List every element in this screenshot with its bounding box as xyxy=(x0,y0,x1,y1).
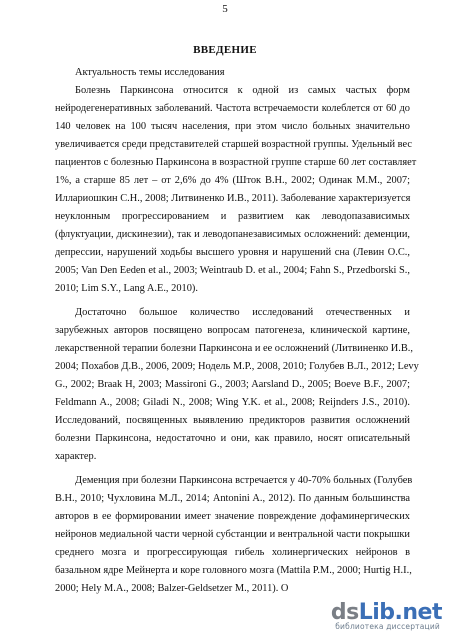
text-line: В.Н., 2010; Чухловина М.Л., 2014; Antonini A., 2012). По данным большинства xyxy=(55,493,410,504)
section-label: Актуальность темы исследования xyxy=(75,67,225,78)
text-line: лекарственной терапии болезни Паркинсона и ее осложнений (Литвиненко И.В., xyxy=(55,343,413,354)
brand-tagline: библиотека диссертаций xyxy=(335,622,440,631)
text-line: 2000; Hely M.A., 2008; Balzer-Geldsetzer M., 2011). О xyxy=(55,583,289,594)
text-line: болезни Паркинсона, недостаточно и они, как правило, носят описательный xyxy=(55,433,410,444)
text-line: Feldmann A., 2008; Giladi N., 2008; Wing Y.K. et al., 2008; Reijnders J.S., 2010). xyxy=(55,397,410,408)
text-line: нейродегенеративных заболеваний. Частота встречаемости колеблется от 60 до xyxy=(55,103,410,114)
page-number: 5 xyxy=(222,3,228,15)
text-line: Иллариошкин С.Н., 2008; Литвиненко И.В., 2011). Заболевание характеризуется xyxy=(55,193,411,204)
paragraph-3 xyxy=(55,472,413,598)
text-line: авторов в ее формировании имеет значение повреждение дофаминергических xyxy=(55,511,410,522)
text-line: G., 2002; Braak H, 2003; Massironi G., 2003; Aarsland D., 2005; Boeve B.F., 2007; xyxy=(55,379,410,390)
text-line: характер. xyxy=(55,451,97,462)
text-line: Достаточно большое количество исследований отечественных и xyxy=(75,307,410,318)
text-line: неуклонным прогрессированием и развитием как леводопазависимых xyxy=(55,211,410,222)
text-line: среднего мозга и прогрессирующая гибель холинергических нейронов в xyxy=(55,547,410,558)
brand-mark: dsLib.net xyxy=(330,600,442,625)
text-line: Исследований, посвященных выявлению предикторов развития осложнений xyxy=(55,415,410,426)
text-line: 2004; Похабов Д.В., 2006, 2009; Нодель М.Р., 2008, 2010; Голубев В.Л., 2012; Levy xyxy=(55,361,419,372)
text-line: зарубежных авторов посвящено вопросам патогенеза, клинической картине, xyxy=(55,325,410,336)
paragraph-1 xyxy=(55,82,417,298)
text-line: 2010; Lim S.Y., Lang A.E., 2010). xyxy=(55,283,198,294)
text-line: 2005; Van Den Eeden et al., 2003; Weintraub D. et al., 2004; Fahn S., Przedborski S., xyxy=(55,265,410,276)
page-title: ВВЕДЕНИЕ xyxy=(193,44,257,56)
text-line: 1%, а старше 85 лет – от 2,6% до 4% (Шток В.Н., 2002; Одинак М.М., 2007; xyxy=(55,175,410,186)
text-line: депрессии, нарушений ходьбы высшего уровня и нарушений сна (Левин О.С., xyxy=(55,247,410,258)
text-line: Болезнь Паркинсона относится к одной из самых частых форм xyxy=(75,85,410,96)
dslib-watermark-logo xyxy=(322,600,442,632)
paragraph-2 xyxy=(55,304,419,466)
text-line: нейронов медиальной части черной субстанции и вентральной части покрышки xyxy=(55,529,410,540)
text-line: пациентов с болезнью Паркинсона в возрастной группе старше 60 лет составляет xyxy=(55,157,417,168)
text-line: Деменция при болезни Паркинсона встречается у 40-70% больных (Голубев xyxy=(75,475,413,486)
section-label-block xyxy=(55,64,410,82)
text-line: (флуктуации, дискинезии), так и леводопанезависимых осложнений: деменции, xyxy=(55,229,410,240)
text-line: базальном ядре Мейнерта и коре головного мозга (Mattila P.M., 2000; Hurtig H.I., xyxy=(55,565,412,576)
text-line: 140 человек на 100 тысяч населения, при этом число больных значительно xyxy=(55,121,410,132)
text-line: увеличивается среди представителей старшей возрастной группы. Удельный вес xyxy=(55,139,412,150)
